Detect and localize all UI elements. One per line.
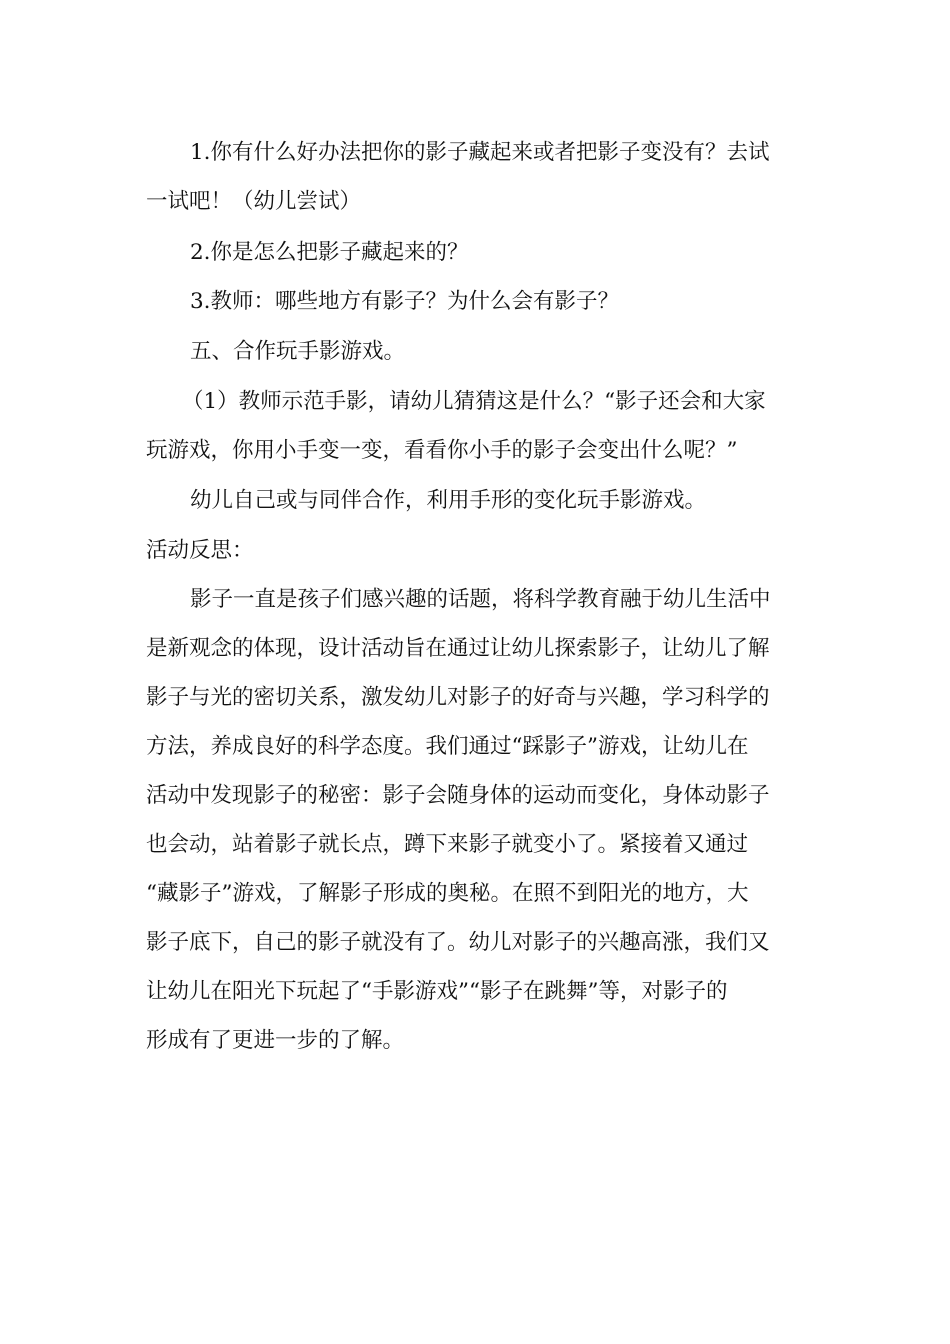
text-line: 方法，养成良好的科学态度。我们通过“踩影子”游戏，让幼儿在 [146,734,749,759]
text-line: 3.教师：哪些地方有影子？为什么会有影子？ [190,289,620,314]
text-line: 幼儿自己或与同伴合作，利用手形的变化玩手影游戏。 [190,488,707,513]
text-line: 影子与光的密切关系，激发幼儿对影子的好奇与兴趣，学习科学的 [146,685,770,710]
text-line: 形成有了更进一步的了解。 [146,1028,405,1053]
text-line: 让幼儿在阳光下玩起了“手影游戏”“影子在跳舞”等，对影子的 [146,979,728,1004]
text-line: 活动反思： [146,538,254,563]
text-line: 也会动，站着影子就长点，蹲下来影子就变小了。紧接着又通过 [146,832,749,857]
text-line: 1.你有什么好办法把你的影子藏起来或者把影子变没有？去试 [190,140,770,165]
reflection-heading [146,526,810,575]
section-heading [146,327,810,376]
text-line: （1）教师示范手影，请幼儿猜猜这是什么？“影子还会和大家 [182,389,766,414]
question-1-paragraph [146,128,810,226]
question-3-paragraph [146,277,810,326]
text-line: 2.你是怎么把影子藏起来的？ [190,240,469,265]
text-line: 玩游戏，你用小手变一变，看看你小手的影子会变出什么呢？” [146,438,738,463]
text-line: 一试吧！（幼儿尝试） [146,189,362,214]
question-2-paragraph [146,228,810,277]
hand-shadow-demo-paragraph [146,377,810,475]
text-line: 影子一直是孩子们感兴趣的话题，将科学教育融于幼儿生活中 [190,587,771,612]
text-line: “藏影子”游戏，了解影子形成的奥秘。在照不到阳光的地方，大 [146,881,749,906]
text-line: 是新观念的体现，设计活动旨在通过让幼儿探索影子，让幼儿了解 [146,636,770,661]
cooperation-paragraph [146,476,810,525]
text-line: 影子底下，自己的影子就没有了。幼儿对影子的兴趣高涨，我们又 [146,930,770,955]
text-line: 活动中发现影子的秘密：影子会随身体的运动而变化，身体动影子 [146,783,770,808]
text-line: 五、合作玩手影游戏。 [190,339,406,364]
reflection-paragraph [146,575,810,1065]
